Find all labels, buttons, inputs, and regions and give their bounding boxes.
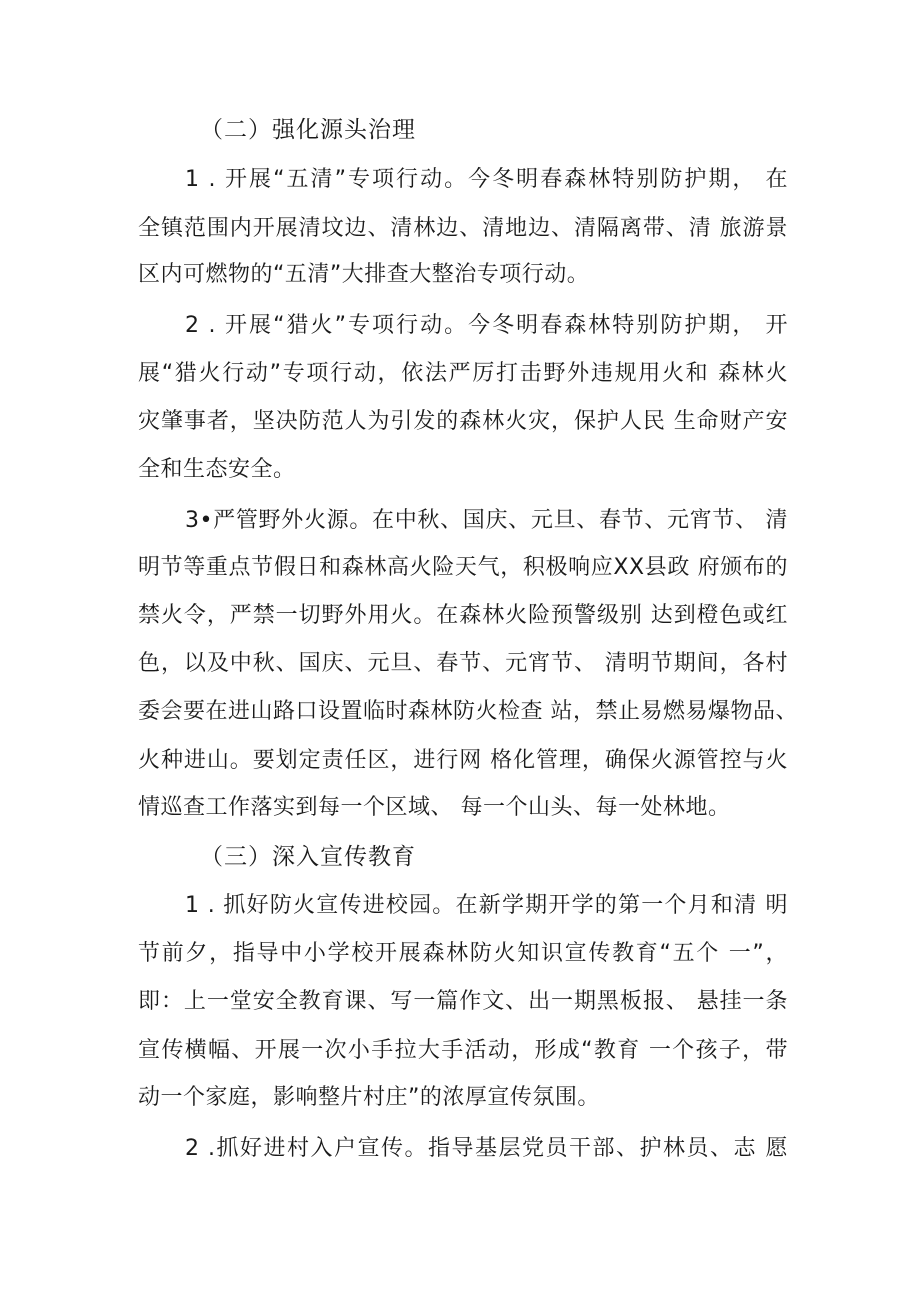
- paragraph-line: 2 . 开展“猎火”专项行动。今冬明春森林特别防护期， 开: [185, 313, 788, 338]
- section-heading-2: （二）强化源头治理: [200, 117, 416, 143]
- paragraph-line: 3•严管野外火源。在中秋、国庆、元旦、春节、元宵节、 清: [185, 508, 788, 533]
- paragraph-line: 情巡查工作落实到每一个区域、 每一个山头、每一处林地。: [138, 795, 731, 820]
- paragraph-line: 委会要在进山路口设置临时森林防火检查 站，禁止易燃易爆物品、: [138, 699, 798, 724]
- paragraph-line: 全和生态安全。: [138, 457, 296, 482]
- paragraph-line: 展“猎火行动”专项行动，依法严厉打击野外违规用火和 森林火: [138, 361, 788, 386]
- paragraph-line: 1 . 开展“五清”专项行动。今冬明春森林特别防护期， 在: [185, 167, 788, 192]
- paragraph-line: 色，以及中秋、国庆、元旦、春节、元宵节、 清明节期间，各村: [138, 651, 788, 676]
- paragraph-line: 宣传横幅、开展一次小手拉大手活动，形成“教育 一个孩子，带: [138, 1038, 788, 1063]
- paragraph-line: 2 .抓好进村入户宣传。指导基层党员干部、护林员、志 愿: [185, 1136, 788, 1161]
- paragraph-line: 火种进山。要划定责任区，进行网 格化管理，确保火源管控与火: [138, 748, 788, 773]
- paragraph-line: 1 . 抓好防火宣传进校园。在新学期开学的第一个月和清 明: [185, 893, 788, 918]
- paragraph-line: 动一个家庭，影响整片村庄”的浓厚宣传氛围。: [138, 1085, 600, 1110]
- paragraph-line: 禁火令，严禁一切野外用火。在森林火险预警级别 达到橙色或红: [138, 603, 788, 628]
- section-heading-3: （三）深入宣传教育: [200, 844, 416, 870]
- paragraph-line: 即：上一堂安全教育课、写一篇作文、出一期黑板报、 悬挂一条: [138, 989, 788, 1014]
- paragraph-line: 区内可燃物的“五清”大排查大整治专项行动。: [138, 262, 590, 287]
- paragraph-line: 明节等重点节假日和森林高火险天气，积极响应XX县政 府颁布的: [138, 555, 788, 580]
- paragraph-line: 节前夕，指导中小学校开展森林防火知识宣传教育“五个 一”，: [138, 941, 788, 966]
- paragraph-line: 全镇范围内开展清坟边、清林边、清地边、清隔离带、清 旅游景: [138, 216, 788, 241]
- paragraph-line: 灾肇事者，坚决防范人为引发的森林火灾，保护人民 生命财产安: [138, 409, 788, 434]
